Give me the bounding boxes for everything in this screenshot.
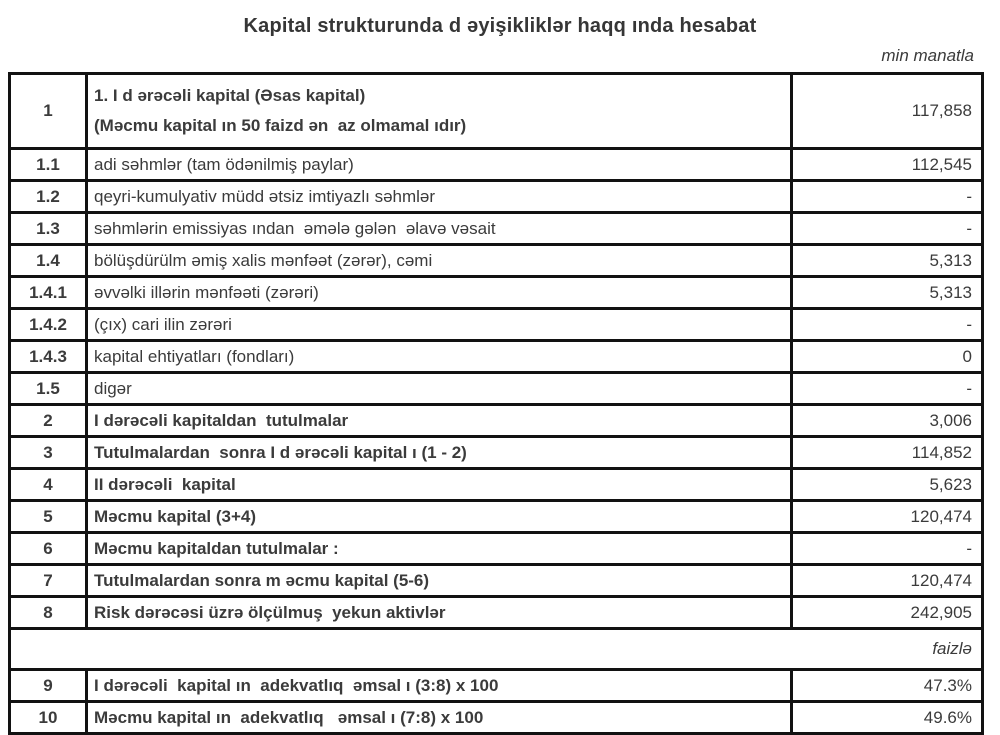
table-row xyxy=(10,341,983,373)
row-number: 8 xyxy=(10,597,87,629)
row-value: 5,313 xyxy=(792,277,983,309)
unit-note-row xyxy=(10,629,983,670)
row-label xyxy=(87,74,792,149)
row-number: 10 xyxy=(10,702,87,734)
row-value: 242,905 xyxy=(792,597,983,629)
row-label: qeyri-kumulyativ müdd ətsiz imtiyazlı səhmlər xyxy=(87,181,792,213)
row-value: 5,623 xyxy=(792,469,983,501)
row-label: I dərəcəli kapital ın adekvatlıq əmsal ı (3:8) x 100 xyxy=(87,670,792,702)
page-title: Kapital strukturunda d əyişikliklər haqq ında hesabat xyxy=(243,15,757,37)
table-row xyxy=(10,181,983,213)
row-number: 1.5 xyxy=(10,373,87,405)
table-row xyxy=(10,702,983,734)
row-value: 5,313 xyxy=(792,245,983,277)
row-number: 6 xyxy=(10,533,87,565)
row-label: (çıx) cari ilin zərəri xyxy=(87,309,792,341)
table-row xyxy=(10,213,983,245)
row-label: kapital ehtiyatları (fondları) xyxy=(87,341,792,373)
table-row xyxy=(10,437,983,469)
row-label: Məcmu kapital ın adekvatlıq əmsal ı (7:8) x 100 xyxy=(87,702,792,734)
row-number: 1.4.2 xyxy=(10,309,87,341)
table-row xyxy=(10,309,983,341)
row-label-line1: 1. I d ərəcəli kapital (Əsas kapital) xyxy=(94,86,366,106)
unit-note-faizle: faizlə xyxy=(10,629,983,670)
capital-structure-table xyxy=(8,72,984,735)
table-row xyxy=(10,501,983,533)
row-value: 49.6% xyxy=(792,702,983,734)
row-label-line2: (Məcmu kapital ın 50 faizd ən az olmamal ıdır) xyxy=(94,116,467,135)
row-number: 1.4.1 xyxy=(10,277,87,309)
table-row xyxy=(10,74,983,149)
row-number: 1.2 xyxy=(10,181,87,213)
row-value: 117,858 xyxy=(792,74,983,149)
row-label: Risk dərəcəsi üzrə ölçülmuş yekun aktivlər xyxy=(87,597,792,629)
table-row xyxy=(10,533,983,565)
row-value: - xyxy=(792,213,983,245)
row-number: 4 xyxy=(10,469,87,501)
row-value: 112,545 xyxy=(792,149,983,181)
row-label: II dərəcəli kapital xyxy=(87,469,792,501)
row-value: 3,006 xyxy=(792,405,983,437)
row-number: 1 xyxy=(10,74,87,149)
table-row xyxy=(10,405,983,437)
row-value: 47.3% xyxy=(792,670,983,702)
row-label: səhmlərin emissiyas ından əmələ gələn əlavə vəsait xyxy=(87,213,792,245)
row-label: I dərəcəli kapitaldan tutulmalar xyxy=(87,405,792,437)
table-row xyxy=(10,670,983,702)
row-number: 2 xyxy=(10,405,87,437)
row-number: 1.1 xyxy=(10,149,87,181)
row-label: Məcmu kapital (3+4) xyxy=(87,501,792,533)
unit-note-min-manatla: min manatla xyxy=(881,46,974,65)
table-row xyxy=(10,565,983,597)
row-number: 7 xyxy=(10,565,87,597)
row-number: 1.3 xyxy=(10,213,87,245)
row-value: - xyxy=(792,373,983,405)
row-value: - xyxy=(792,181,983,213)
row-label: bölüşdürülm əmiş xalis mənfəət (zərər), cəmi xyxy=(87,245,792,277)
row-number: 9 xyxy=(10,670,87,702)
row-number: 1.4.3 xyxy=(10,341,87,373)
row-value: 114,852 xyxy=(792,437,983,469)
table-row xyxy=(10,469,983,501)
row-value: - xyxy=(792,533,983,565)
row-value: 120,474 xyxy=(792,501,983,533)
table-row xyxy=(10,149,983,181)
row-label: adi səhmlər (tam ödənilmiş paylar) xyxy=(87,149,792,181)
row-number: 5 xyxy=(10,501,87,533)
row-number: 1.4 xyxy=(10,245,87,277)
row-label: Məcmu kapitaldan tutulmalar : xyxy=(87,533,792,565)
row-value: - xyxy=(792,309,983,341)
table-body xyxy=(10,74,983,734)
row-value: 120,474 xyxy=(792,565,983,597)
row-value: 0 xyxy=(792,341,983,373)
row-label: digər xyxy=(87,373,792,405)
row-label: Tutulmalardan sonra m əcmu kapital (5-6) xyxy=(87,565,792,597)
row-label: əvvəlki illərin mənfəəti (zərəri) xyxy=(87,277,792,309)
row-label: Tutulmalardan sonra I d ərəcəli kapital ı (1 - 2) xyxy=(87,437,792,469)
table-row xyxy=(10,245,983,277)
table-row xyxy=(10,597,983,629)
table-row xyxy=(10,373,983,405)
row-number: 3 xyxy=(10,437,87,469)
table-row xyxy=(10,277,983,309)
